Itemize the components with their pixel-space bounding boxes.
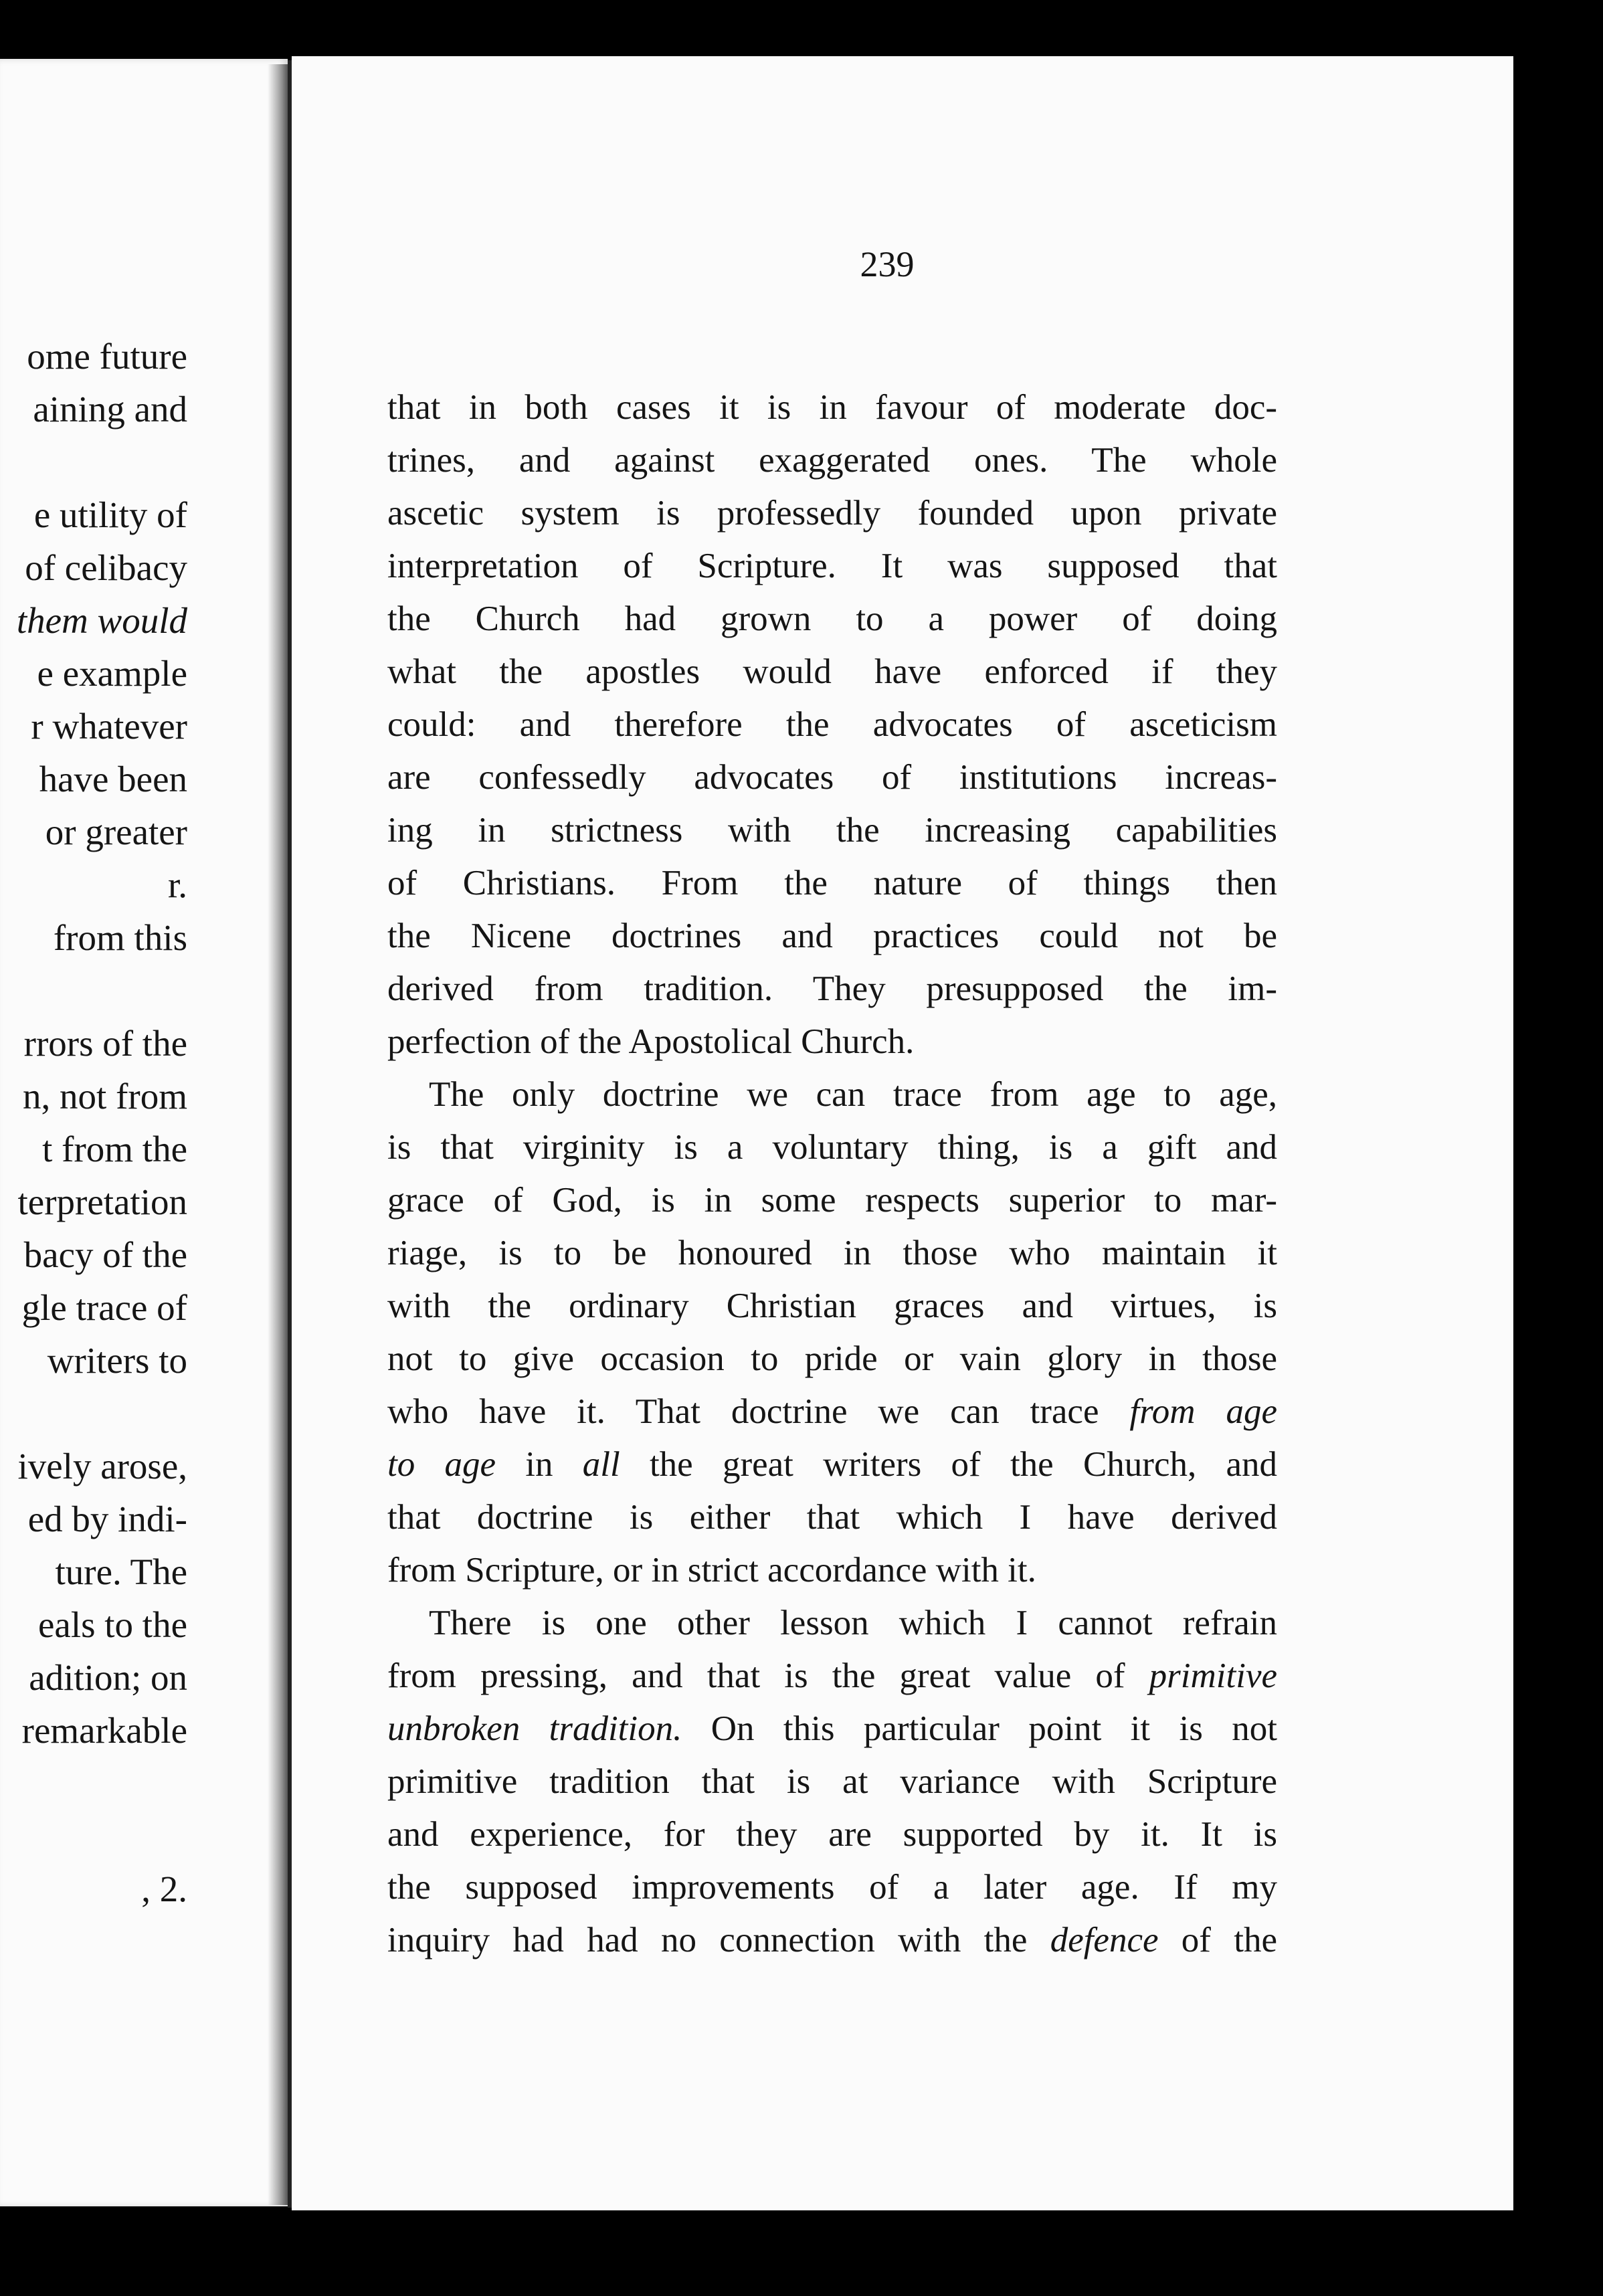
- left-line: aining and: [33, 389, 187, 429]
- text-line: what the apostles would have enforced if they: [387, 652, 1277, 691]
- left-line: ed by indi-: [27, 1499, 187, 1539]
- text-line: [387, 1914, 1277, 1967]
- text-line: the supposed improvements of a later age. If my: [387, 1868, 1277, 1907]
- left-line: , 2.: [141, 1869, 187, 1909]
- left-line: ome future: [27, 336, 187, 377]
- text-line: [387, 1385, 1277, 1438]
- text-line: is that virginity is a voluntary thing, is a gift and: [387, 1128, 1277, 1167]
- left-line: [0, 964, 187, 1017]
- text-line: grace of God, is in some respects superior to mar-: [387, 1181, 1277, 1220]
- text-line: The only doctrine we can trace from age to age,: [429, 1075, 1277, 1114]
- left-line: ture. The: [55, 1551, 187, 1592]
- text-line: with the ordinary Christian graces and virtues, is: [387, 1286, 1277, 1325]
- left-line: ively arose,: [17, 1446, 187, 1487]
- text-line: [387, 1438, 1277, 1491]
- left-line: of celibacy: [25, 547, 187, 588]
- left-line: writers to: [47, 1340, 187, 1381]
- text-run: from pressing, and that is the great value of: [387, 1656, 1149, 1695]
- text-line: that in both cases it is in favour of moderate doc-: [387, 388, 1277, 427]
- text-line: ascetic system is professedly founded upon private: [387, 494, 1277, 533]
- page-number: 239: [860, 244, 915, 284]
- text-line: riage, is to be honoured in those who maintain it: [387, 1234, 1277, 1272]
- text-run: the great writers of the Church, and: [620, 1445, 1278, 1484]
- text-line: that doctrine is either that which I have derived: [387, 1498, 1277, 1537]
- left-line: [0, 1757, 187, 1810]
- text-line: [387, 1703, 1277, 1755]
- left-line: gle trace of: [21, 1287, 187, 1328]
- text-line: and experience, for they are supported by it. It is: [387, 1815, 1277, 1854]
- left-line: t from the: [42, 1129, 187, 1169]
- left-line: r whatever: [31, 706, 187, 747]
- left-line: [0, 436, 187, 488]
- left-line: or greater: [45, 811, 187, 852]
- left-line: remarkable: [21, 1710, 187, 1751]
- left-line: have been: [39, 759, 187, 799]
- body-text: [387, 381, 1277, 1967]
- left-page: [0, 59, 288, 2206]
- italic-run: defence: [1050, 1921, 1159, 1959]
- left-page-text: [0, 330, 187, 1915]
- text-line: perfection of the Apostolical Church.: [387, 1022, 915, 1061]
- italic-run: to age: [387, 1445, 496, 1484]
- left-line: e utility of: [33, 494, 187, 535]
- text-line: interpretation of Scripture. It was supposed that: [387, 547, 1277, 585]
- left-line: [0, 1387, 187, 1440]
- text-line: not to give occasion to pride or vain glory in those: [387, 1339, 1277, 1378]
- text-line: [387, 1650, 1277, 1703]
- text-line: from Scripture, or in strict accordance with it.: [387, 1551, 1036, 1590]
- text-line: of Christians. From the nature of things then: [387, 864, 1277, 902]
- text-line: ing in strictness with the increasing capabilities: [387, 811, 1277, 850]
- text-run: of the: [1158, 1921, 1277, 1959]
- left-line: [0, 1810, 187, 1862]
- italic-run: primitive: [1149, 1656, 1277, 1695]
- italic-run: from age: [1129, 1392, 1277, 1431]
- left-line: eals to the: [38, 1604, 187, 1645]
- text-line: the Nicene doctrines and practices could not be: [387, 917, 1277, 955]
- left-line: n, not from: [23, 1076, 187, 1117]
- left-line: r.: [167, 864, 187, 905]
- text-run: On this particular point it is not: [682, 1709, 1277, 1748]
- text-line: trines, and against exaggerated ones. The whole: [387, 441, 1277, 480]
- left-line: adition; on: [29, 1657, 187, 1698]
- left-line: bacy of the: [23, 1234, 187, 1275]
- text-line: primitive tradition that is at variance with Scripture: [387, 1762, 1277, 1801]
- text-run: who have it. That doctrine we can trace: [387, 1392, 1130, 1431]
- left-line: rrors of the: [23, 1023, 187, 1064]
- text-line: are confessedly advocates of institutions increas-: [387, 758, 1277, 797]
- italic-word: them would: [16, 600, 187, 641]
- right-page: [292, 56, 1513, 2210]
- italic-run: unbroken tradition.: [387, 1709, 682, 1748]
- left-line: terpretation: [17, 1181, 187, 1222]
- left-line: [0, 594, 187, 647]
- text-line: the Church had grown to a power of doing: [387, 599, 1277, 638]
- text-line: There is one other lesson which I cannot refrain: [429, 1604, 1277, 1642]
- left-line: from this: [53, 917, 187, 958]
- text-line: could: and therefore the advocates of asceticism: [387, 705, 1277, 744]
- text-run: inquiry had had no connection with the: [387, 1921, 1050, 1959]
- text-line: derived from tradition. They presupposed the im-: [387, 969, 1277, 1008]
- left-line: e example: [37, 653, 187, 694]
- text-run: in: [496, 1445, 583, 1484]
- italic-run: all: [582, 1445, 620, 1484]
